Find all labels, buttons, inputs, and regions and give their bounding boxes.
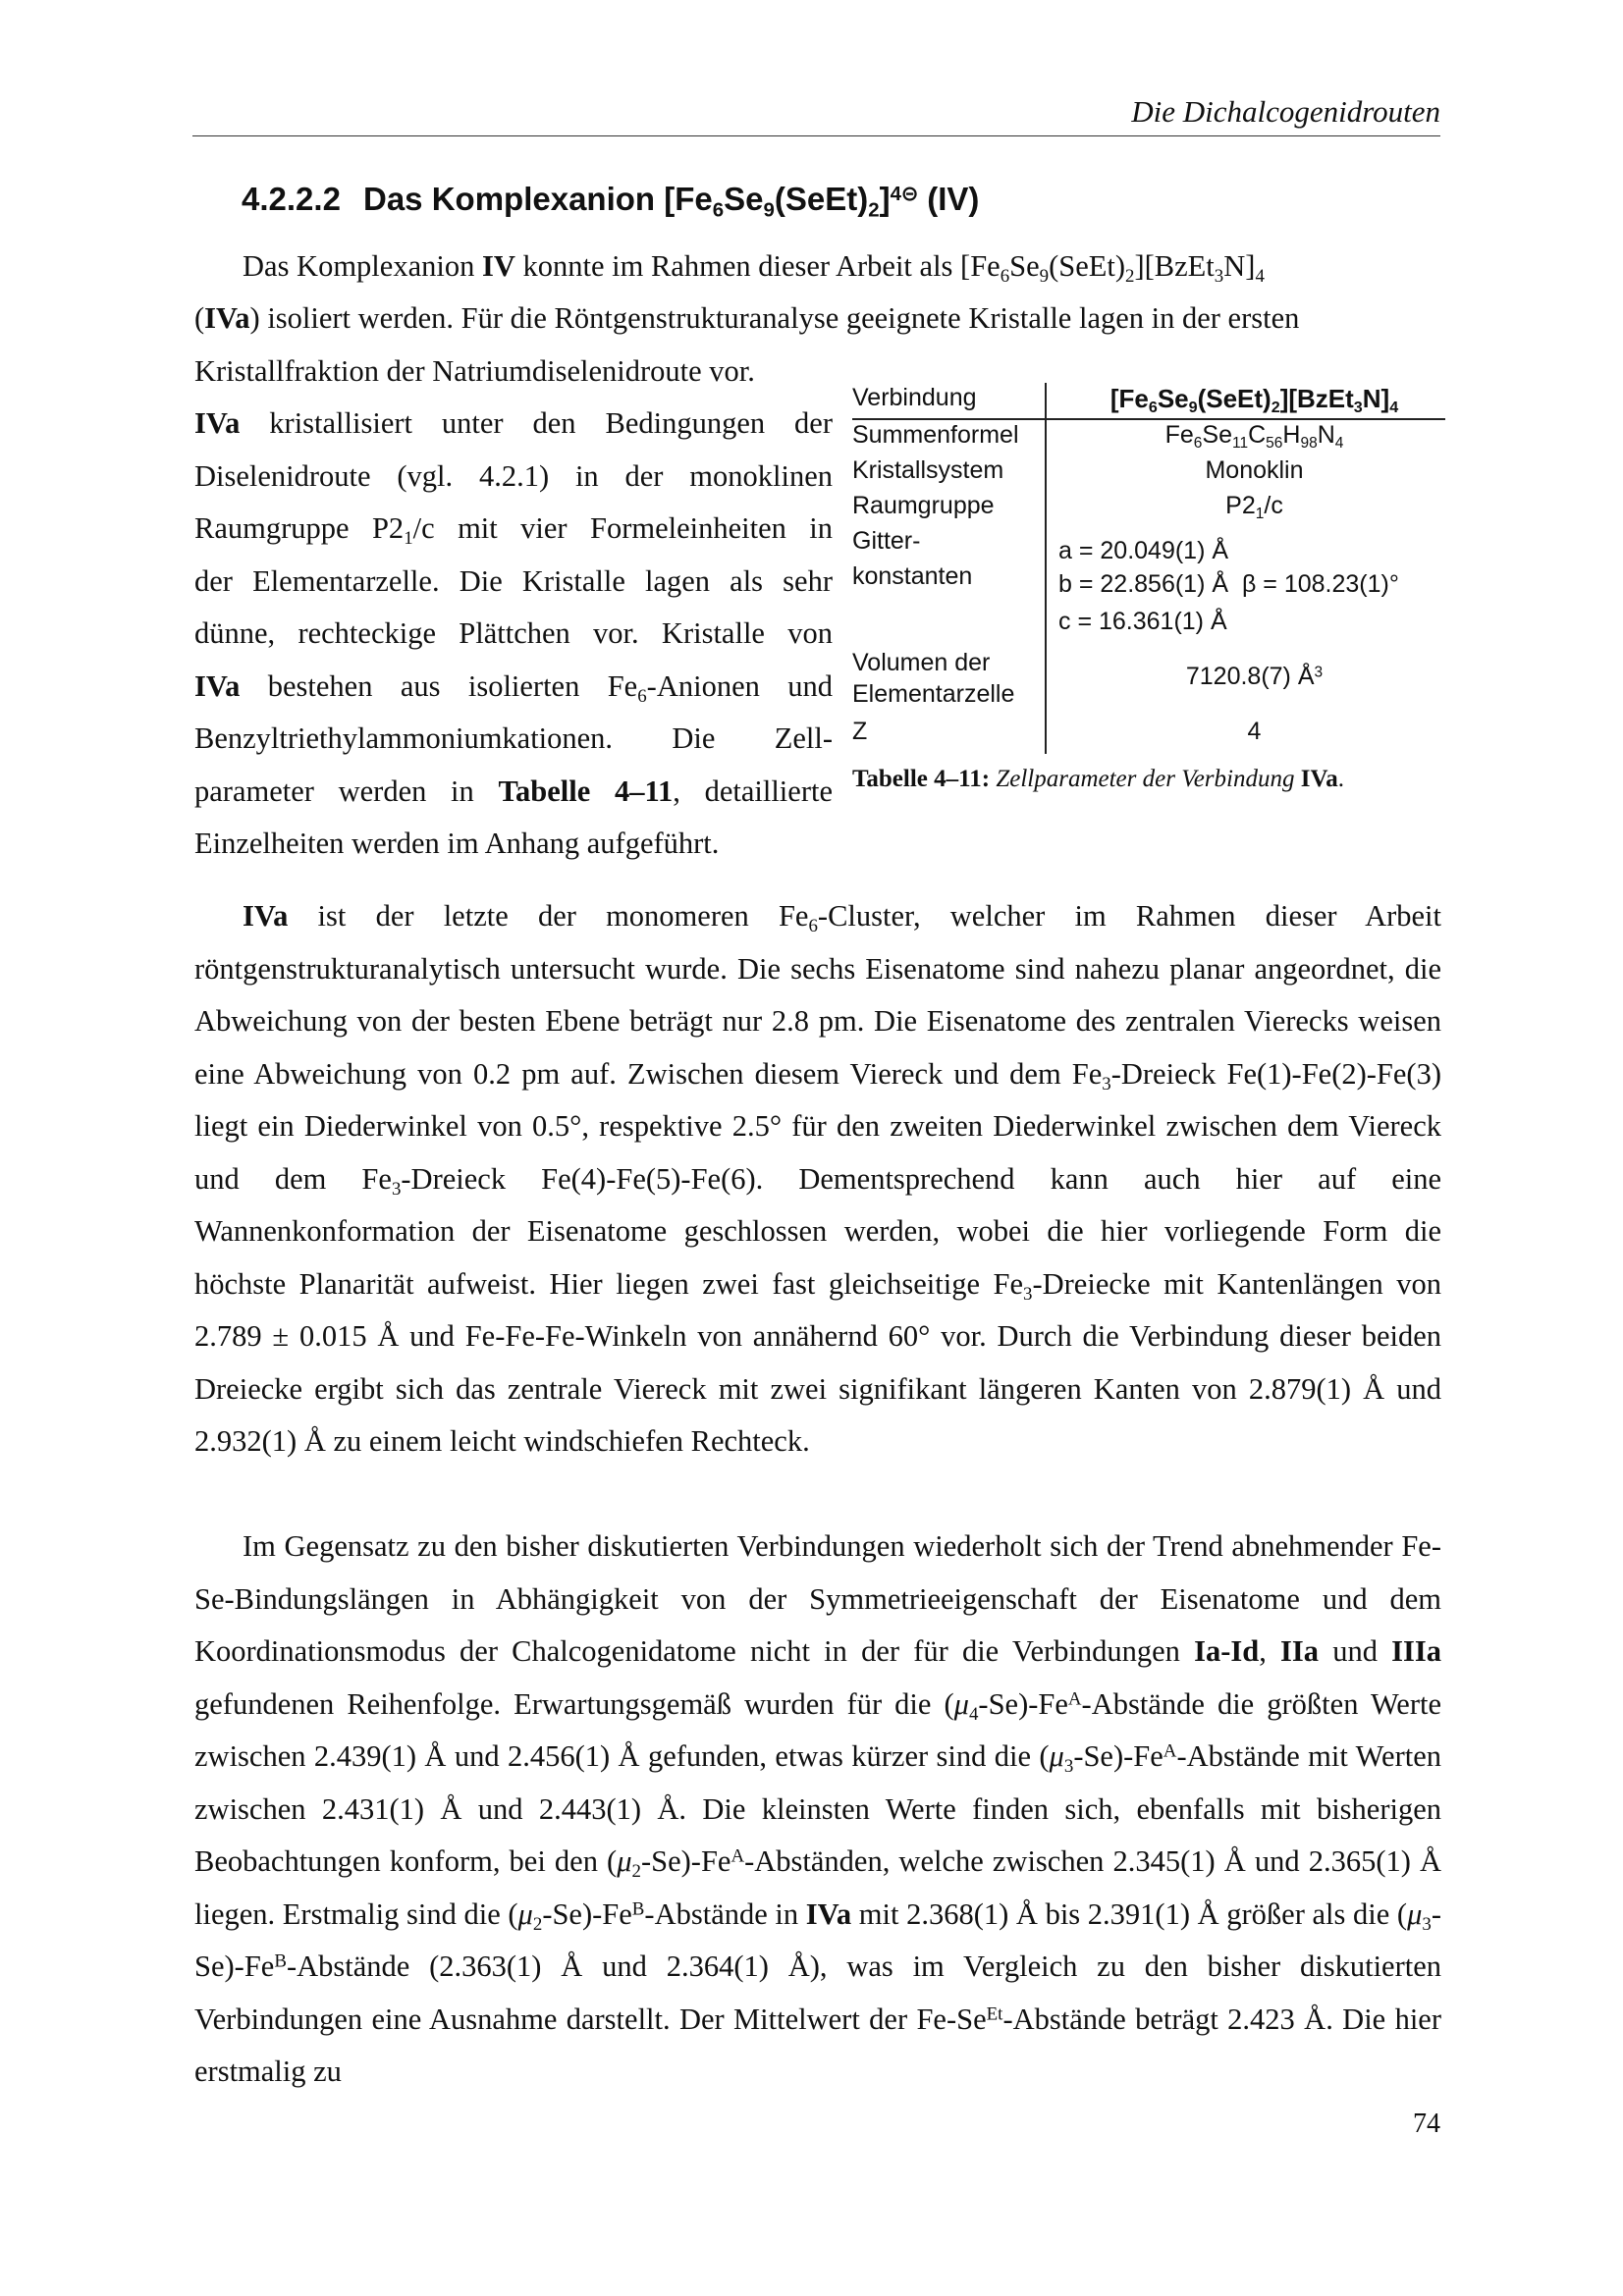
heading-sub: 9 — [763, 198, 775, 222]
text: parameter werden in — [194, 774, 499, 808]
table-cell: konstanten — [852, 562, 973, 590]
text: kristallisiert unter den Bedingungen der — [240, 406, 833, 440]
line — [194, 661, 833, 714]
line — [194, 398, 833, 451]
table-cell: Volumen der — [852, 649, 991, 676]
text: Se — [1009, 249, 1040, 283]
table-header-rule — [852, 418, 1445, 420]
table-cell: b = 22.856(1) Å β = 108.23(1)° — [1058, 570, 1399, 598]
table-cell: Monoklin — [1205, 456, 1304, 484]
table-cell: Kristallsystem — [852, 456, 1004, 484]
compound-label: IV — [481, 249, 515, 283]
text: -Anionen und — [646, 668, 833, 703]
table-cell: Gitter- — [852, 527, 921, 555]
text: konnte im Rahmen dieser Arbeit als [Fe — [514, 249, 1001, 283]
table-cell: $P2_1/c$ — [1225, 492, 1283, 522]
line: der Elementarzelle. Die Kristalle lagen als sehr — [194, 563, 833, 598]
table-cell: Z — [852, 718, 868, 745]
heading-sup: 4⊝ — [890, 182, 919, 205]
line: Diselenidroute (vgl. 4.2.1) in der monoklinen — [194, 458, 833, 493]
table-reference: Tabelle 4–11 — [498, 774, 674, 808]
table-cell: c = 16.361(1) Å — [1058, 608, 1227, 635]
text: Das Komplexanion — [243, 249, 482, 283]
paragraph-3: Im Gegensatz zu den bisher diskutierten Verbindungen wiederholt sich der Trend abnehmender Fe-Se-Bindungslängen in Abhängigkeit von der Symmetrieeigenschaft der Eisenatome und dem Koordinationsmodus der Chalcogenidatome nicht in der für die Verbindungen Ia-Id, IIa und IIIa gefundenen Reihenfolge. Erwartungsgemäß wurden für die $(\mu_4-Se)-Fe^A$-Abstände die größten Werte zwischen 2.439(1) Å und 2.456(1) Å gefunden, etwas kürzer sind die $(\mu_3-Se)-Fe^A$-Abstände mit Werten zwischen 2.431(1) Å und 2.443(1) Å. Die kleinsten Werte finden sich, ebenfalls mit bisherigen Beobachtungen konform, bei den $(\mu_2-Se)-Fe^A$-Abständen, welche zwischen 2.345(1) Å und 2.365(1) Å liegen. Erstmalig sind die $(\mu_2-Se)-Fe^B$-Abstände in IVa mit 2.368(1) Å bis 2.391(1) Å größer als die $(\mu_3-Se)-Fe^B$-Abstände (2.363(1) Å und 2.364(1) Å), was im Vergleich zu den bisher diskutierten Verbindungen eine Ausnahme darstellt. Der Mittelwert der $Fe-Se^{Et}$-Abstände beträgt 2.423 Å. Die hier erstmalig zu — [194, 1529, 1442, 2088]
intro-paragraph — [194, 240, 1441, 294]
sub: 3 — [1214, 266, 1224, 288]
line — [194, 503, 833, 556]
table-header-compound: $[Fe_6Se_9(SeEt)_2][BzEt_3N]_4$ — [1109, 384, 1399, 417]
text: Raumgruppe P2 — [194, 511, 405, 545]
left-column-text — [194, 398, 833, 871]
text: bestehen aus isolierten Fe — [240, 668, 638, 703]
table-caption: Tabelle 4–11: Zellparameter der Verbindung IVa. — [852, 766, 1344, 792]
heading-part: Se — [724, 181, 764, 217]
line: Einzelheiten werden im Anhang aufgeführt. — [194, 827, 720, 860]
page-number: 74 — [1413, 2109, 1440, 2139]
heading-part: (SeEt) — [774, 181, 869, 217]
running-header: Die Dichalcogenidrouten — [192, 94, 1440, 136]
table-cell: a = 20.049(1) Å — [1058, 537, 1229, 564]
sub: 4 — [1255, 266, 1265, 288]
heading-sub: 6 — [712, 198, 725, 222]
compound-label: IVa — [194, 668, 241, 703]
text: ) isoliert werden. Für die Röntgenstrukturanalyse geeignete Kristalle lagen in der ersten — [249, 301, 1300, 335]
sub: 9 — [1039, 266, 1050, 288]
heading-part: (IV) — [918, 181, 980, 217]
sub: 2 — [1125, 266, 1135, 288]
intro-line-3: Kristallfraktion der Natriumdiselenidroute vor. — [194, 354, 755, 388]
compound-label: IVa — [204, 301, 250, 335]
section-number: 4.2.2.2 — [242, 181, 341, 217]
compound-label: IVa — [194, 406, 241, 440]
line: Benzyltriethylammoniumkationen. Die Zell- — [194, 721, 833, 755]
intro-line-2 — [194, 293, 1441, 346]
table-cell: Summenformel — [852, 421, 1019, 449]
table-cell: $Fe_6Se_{11}C_{56}H_{98}N_4$ — [1164, 421, 1344, 452]
heading-part: Das Komplexanion [Fe — [363, 181, 713, 217]
table-cell: Raumgruppe — [852, 492, 995, 519]
paragraph-2: IVa ist der letzte der monomeren $Fe_6$-Cluster, welcher im Rahmen dieser Arbeit röntgenstrukturanalytisch untersucht wurde. Die sechs Eisenatome sind nahezu planar angeordnet, die Abweichung von der besten Ebene beträgt nur 2.8 pm. Die Eisenatome des zentralen Vierecks weisen eine Abweichung von 0.2 pm auf. Zwischen diesem Viereck und dem $Fe_3$-Dreieck Fe(1)-Fe(2)-Fe(3) liegt ein Diederwinkel von 0.5°, respektive 2.5° für den zweiten Diederwinkel zwischen dem Viereck und dem $Fe_3$-Dreieck Fe(4)-Fe(5)-Fe(6). Dementsprechend kann auch hier auf eine Wannenkonformation der Eisenatome geschlossen werden, wobei die hier vorliegende Form die höchste Planarität aufweist. Hier liegen zwei fast gleichseitige $Fe_3$-Dreiecke mit Kantenlängen von 2.789 ± 0.015 Å und Fe-Fe-Fe-Winkeln von annähernd 60° vor. Durch die Verbindung dieser beiden Dreiecke ergibt sich das zentrale Viereck mit zwei signifikant längeren Kanten von 2.879(1) Å und 2.932(1) Å zu einem leicht windschiefen Rechteck. — [194, 899, 1441, 1458]
table-cell: Elementarzelle — [852, 680, 1015, 708]
sub: 6 — [637, 685, 647, 707]
text: N] — [1223, 249, 1256, 283]
text: (SeEt) — [1049, 249, 1126, 283]
section-heading — [242, 181, 980, 222]
line: dünne, rechteckige Plättchen vor. Kristalle von — [194, 616, 833, 650]
table-header-label: Verbindung — [852, 384, 977, 411]
text: , detaillierte — [673, 774, 833, 808]
heading-sub: 2 — [868, 198, 880, 222]
sub: 1 — [404, 528, 413, 550]
text: /c mit vier Formeleinheiten in — [412, 511, 834, 545]
text: ( — [194, 301, 205, 335]
sub: 6 — [1000, 266, 1010, 288]
heading-part: ] — [879, 181, 891, 217]
table-cell: 7120.8(7) $Å^3$ — [1185, 663, 1324, 690]
table-cell: 4 — [1247, 718, 1262, 745]
text: ][BzEt — [1134, 249, 1215, 283]
table-column-divider — [1045, 383, 1047, 754]
line — [194, 766, 833, 819]
